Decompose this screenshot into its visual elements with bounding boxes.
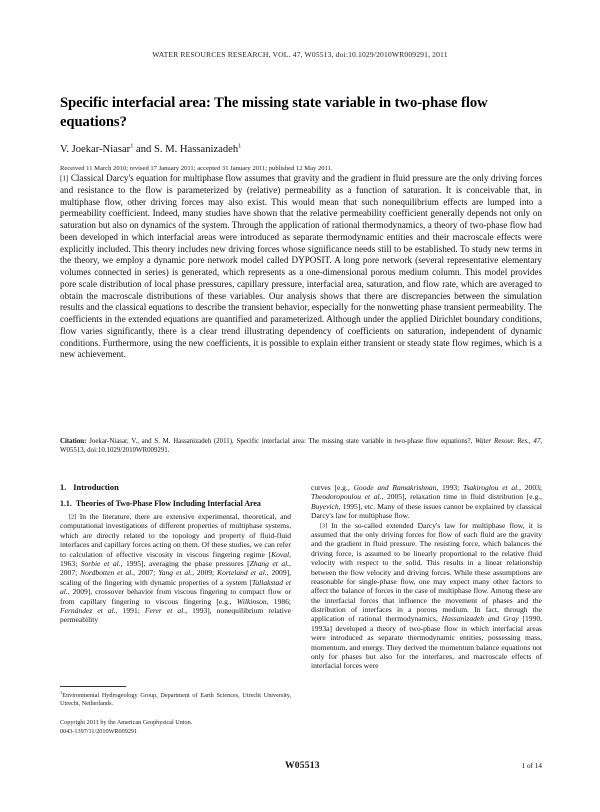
footnote-block — [60, 686, 291, 736]
citation-journal: Water Resour. Res., 47, — [475, 438, 542, 445]
footnote-affiliation-text: Environmental Hydrogeology Group, Department of Earth Sciences, Utrecht University, Utrecht, Netherlands. — [60, 692, 291, 708]
section-number: 1. — [60, 483, 67, 492]
section-title: Introduction — [73, 483, 119, 492]
paragraph-3-text: In the so-called extended Darcy's law for multiphase flow, it is assumed that the only driving forces for flow of each fluid are the gravity and the gradient in fluid pressure. The resisting force, which balances the driving force, is assumed to be linearly proportional to the relative fluid velocity with respect to the solid. This results in a linear relationship between the flow velocity and driving forces. While these assumptions are reasonable for single-phase flow, one may expect many other factors to affect the balance of forces in the case of multiphase flow. Among these are the interfacial forces that influence the movement of phases and the distribution of interfaces in a porous medium. In fact, through the application of rational thermodynamics, Hassanizadeh and Gray [1990, 1993a] developed a theory of two-phase flow in which interfacial areas were introduced as separate thermodynamic entities, possessing mass, momentum, and energy. They derived the momentum balance equations not only for phases but also for the interfaces, and macroscale effects of interfacial forces were — [311, 520, 542, 671]
abstract — [60, 173, 542, 361]
article-history: Received 11 March 2010; revised 17 January 2011; accepted 31 January 2011; published 12 May 2011. — [60, 164, 333, 172]
abstract-paragraph-marker: [1] — [60, 174, 69, 183]
footnote-marker: 1 — [60, 690, 63, 695]
subsection-title: Theories of Two-Phase Flow Including Interfacial Area — [75, 499, 261, 509]
page-footer — [60, 760, 542, 771]
citation-text-after: W05513, doi:10.1029/2010WR009291. — [60, 447, 170, 455]
subsection-number: 1.1. — [60, 499, 72, 509]
author-names: V. Joekar-Niasar$^1$ and S. M. Hassanizadeh$^1$ — [60, 142, 242, 155]
title-block — [60, 94, 542, 172]
citation-label: Citation: — [60, 438, 87, 445]
body-column-right — [311, 483, 542, 671]
paragraph-3-marker: [3] — [320, 522, 328, 530]
body-column-left — [60, 483, 291, 625]
subsection-heading-theories — [60, 499, 291, 509]
article-number: W05513 — [285, 760, 320, 771]
page-title: Specific interfacial area: The missing state variable in two-phase flow equations? — [60, 95, 488, 130]
paragraph-2-continued-text: curves [e.g., Goode and Ramakrishnan, 1993; Tsakiroglou et al., 2003; Theodoropoulou et al., 2005], relaxation time in fluid distribution [e.g., Buyevich, 1995], etc. Many of these issues cannot be explained by classical Darcy's law for multiphase flow. — [311, 483, 542, 521]
footnote-affiliation — [60, 690, 291, 708]
paragraph-2 — [60, 512, 291, 625]
copyright-line-1: Copyright 2011 by the American Geophysical Union. — [60, 719, 193, 727]
paragraph-3 — [311, 521, 542, 671]
author-list — [60, 142, 542, 156]
citation-block — [60, 437, 542, 455]
section-heading-introduction — [60, 483, 291, 493]
paragraph-2-continued — [311, 483, 542, 521]
abstract-text: Classical Darcy's equation for multiphase flow assumes that gravity and the gradient in fluid pressure are the only driving forces and resistance to the flow is parameterized by (relative) permeability as a function of saturation. It is conceivable that, in multiphase flow, other driving forces may also exist. This would mean that such nonequilibrium effects are lumped into a permeability coefficient. Indeed, many studies have shown that the relative permeability coefficient generally depends not only on saturation but also on dynamics of the system. Through the application of rational thermodynamics, a theory of two-phase flow had been developed in which interfacial areas were introduced as separate thermodynamic entities and their macroscale effects were explicitly included. This theory includes new driving forces whose significance needs still to be established. To study new terms in the theory, we employ a dynamic pore network model called DYPOSIT. A long pore network (several representative elementary volumes connected in series) is generated, which represents as a one-dimensional porous medium column. This model provides pore scale distribution of local phase pressures, capillary pressure, interfacial area, saturation, and flow rate, which are averaged to obtain the macroscale distributions of these variables. Our analysis shows that there are discrepancies between the simulation results and the classical equations to describe the transient behavior, especially for the nonwetting phase transient permeability. The coefficients in the extended equations are quantified and parameterized. Although under the applied Dirichlet boundary conditions, flow varies significantly, there is a clear trend illustrating dependency of coefficients on saturation, independent of dynamic conditions. Furthermore, using the new coefficients, it is possible to explain either transient or steady state flow regimes, which is a new achievement. — [60, 173, 542, 360]
paragraph-2-text: In the literature, there are extensive experimental, theoretical, and computational investigations of different properties of multiphase systems, which are directly related to the topology and property of fluid-fluid interfaces and capillary forces acting on them. Of these studies, we can refer to calculation of effective viscosity in viscous fingering regime [Koval, 1963; Sorbie et al., 1995], averaging the phase pressures [Zhang et al., 2007; Nordbotten et al., 2007; Yang et al., 2009; Korteland et al., 2009], scaling of the fingering with dynamic properties of a system [Tallakstad et al., 2009], crossover behavior from viscous fingering to compact flow or from capillary fingering to viscous fingering [e.g., Wilkinson, 1986; Fernández et al., 1991; Ferer et al., 1993], nonequilibrium relative permeability — [60, 512, 292, 625]
copyright-line-2: 0043-1397/11/2010WR009291 — [60, 727, 138, 735]
journal-running-head: WATER RESOURCES RESEARCH, VOL. 47, W05513, doi:10.1029/2010WR009291, 2011 — [152, 50, 448, 59]
page-number: 1 of 14 — [521, 762, 542, 770]
citation-text-before: Joekar-Niasar, V., and S. M. Hassanizadeh (2011), Specific interfacial area: The missing state variable in two-phase flow equations?, — [89, 438, 476, 445]
paragraph-2-marker: [2] — [69, 513, 77, 521]
footnote-rule — [60, 686, 126, 687]
copyright-block — [60, 719, 291, 736]
